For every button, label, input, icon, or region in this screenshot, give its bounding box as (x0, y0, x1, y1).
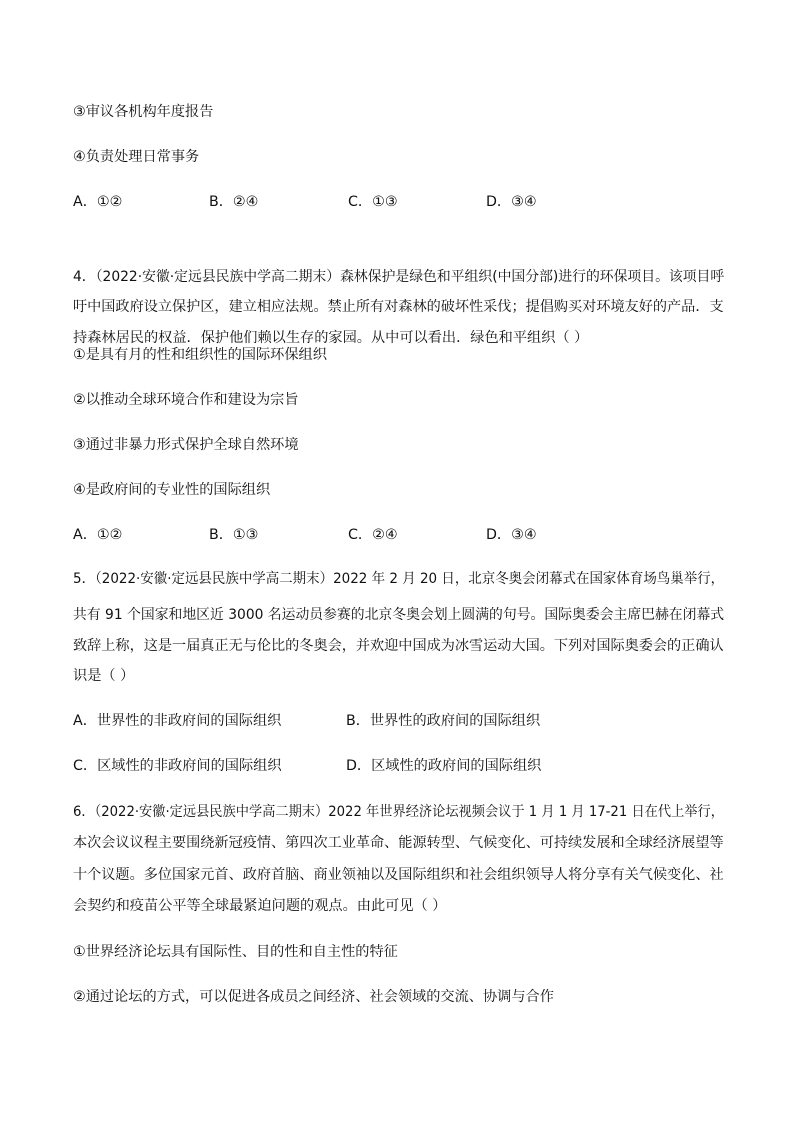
q4-option-c: C．②④ (348, 527, 398, 543)
q6-stem-line-3: 十个议题。多位国家元首、政府首脑、商业领袖以及国际组织和社会组织领导人将分享有关气候变化、社 (73, 867, 724, 883)
q5-stem-line-1: 5．（2022·安徽·定远县民族中学高二期末）2022 年 2 月 20 日，北京冬奥会闭幕式在国家体育场鸟巢举行， (73, 571, 725, 587)
q4-statement-4: ④是政府间的专业性的国际组织 (73, 482, 271, 498)
q4-stem-line-3: 持森林居民的权益．保护他们赖以生存的家园。从中可以看出．绿色和平组织（ ） (73, 330, 589, 346)
q6-stem-line-4: 会契约和疫苗公平等全球最紧迫问题的观点。由此可见（ ） (73, 898, 447, 914)
q3-statement-4: ④负责处理日常事务 (73, 149, 200, 165)
q4-option-b: B．①③ (209, 527, 259, 543)
q5-option-b: B．世界性的政府间的国际组织 (346, 713, 541, 729)
q3-option-c: C．①③ (348, 194, 398, 210)
q6-stem-line-2: 本次会议议程主要围绕新冠疫情、第四次工业革命、能源转型、气候变化、可持续发展和全球经济展望等 (73, 835, 724, 851)
q4-statement-2: ②以推动全球环境合作和建设为宗旨 (73, 392, 299, 408)
q6-statement-2: ②通过论坛的方式，可以促进各成员之间经济、社会领域的交流、协调与合作 (73, 989, 554, 1005)
q3-statement-3: ③审议各机构年度报告 (73, 104, 214, 120)
q4-option-d: D．③④ (486, 527, 537, 543)
q5-option-d: D．区域性的政府间的国际组织 (346, 758, 542, 774)
q3-option-d: D．③④ (486, 194, 537, 210)
q5-stem-line-3: 致辞上称，这是一届真正无与伦比的冬奥会，并欢迎中国成为冰雪运动大国。下列对国际奥委会的正确认 (73, 638, 724, 654)
q3-option-a: A．①② (73, 194, 123, 210)
q3-option-b: B．②④ (209, 194, 259, 210)
q5-option-a: A．世界性的非政府间的国际组织 (73, 713, 282, 729)
q6-statement-1: ①世界经济论坛具有国际性、目的性和自主性的特征 (73, 944, 398, 960)
q5-option-c: C．区域性的非政府间的国际组织 (73, 758, 282, 774)
q4-stem-line-1: 4．（2022·安徽·定远县民族中学高二期末）森林保护是绿色和平组织(中国分部)进行的环保项目。该项目呼 (73, 269, 725, 285)
q6-stem-line-1: 6．（2022·安徽·定远县民族中学高二期末）2022 年世界经济论坛视频会议于 1 月 1 月 17-21 日在代上举行， (73, 804, 724, 820)
q4-stem-line-2: 吁中国政府设立保护区，建立相应法规。禁止所有对森林的破坏性采伐；提倡购买对环境友好的产品．支 (73, 299, 724, 315)
q5-stem-line-2: 共有 91 个国家和地区近 3000 名运动员参赛的北京冬奥会划上圆满的句号。国际奥委会主席巴赫在闭幕式 (73, 607, 725, 623)
q5-stem-line-4: 识是（ ） (73, 668, 135, 684)
q4-option-a: A．①② (73, 527, 123, 543)
q4-statement-1: ①是具有月的性和组织性的国际环保组织 (73, 347, 327, 363)
q4-statement-3: ③通过非暴力形式保护全球自然环境 (73, 437, 299, 453)
